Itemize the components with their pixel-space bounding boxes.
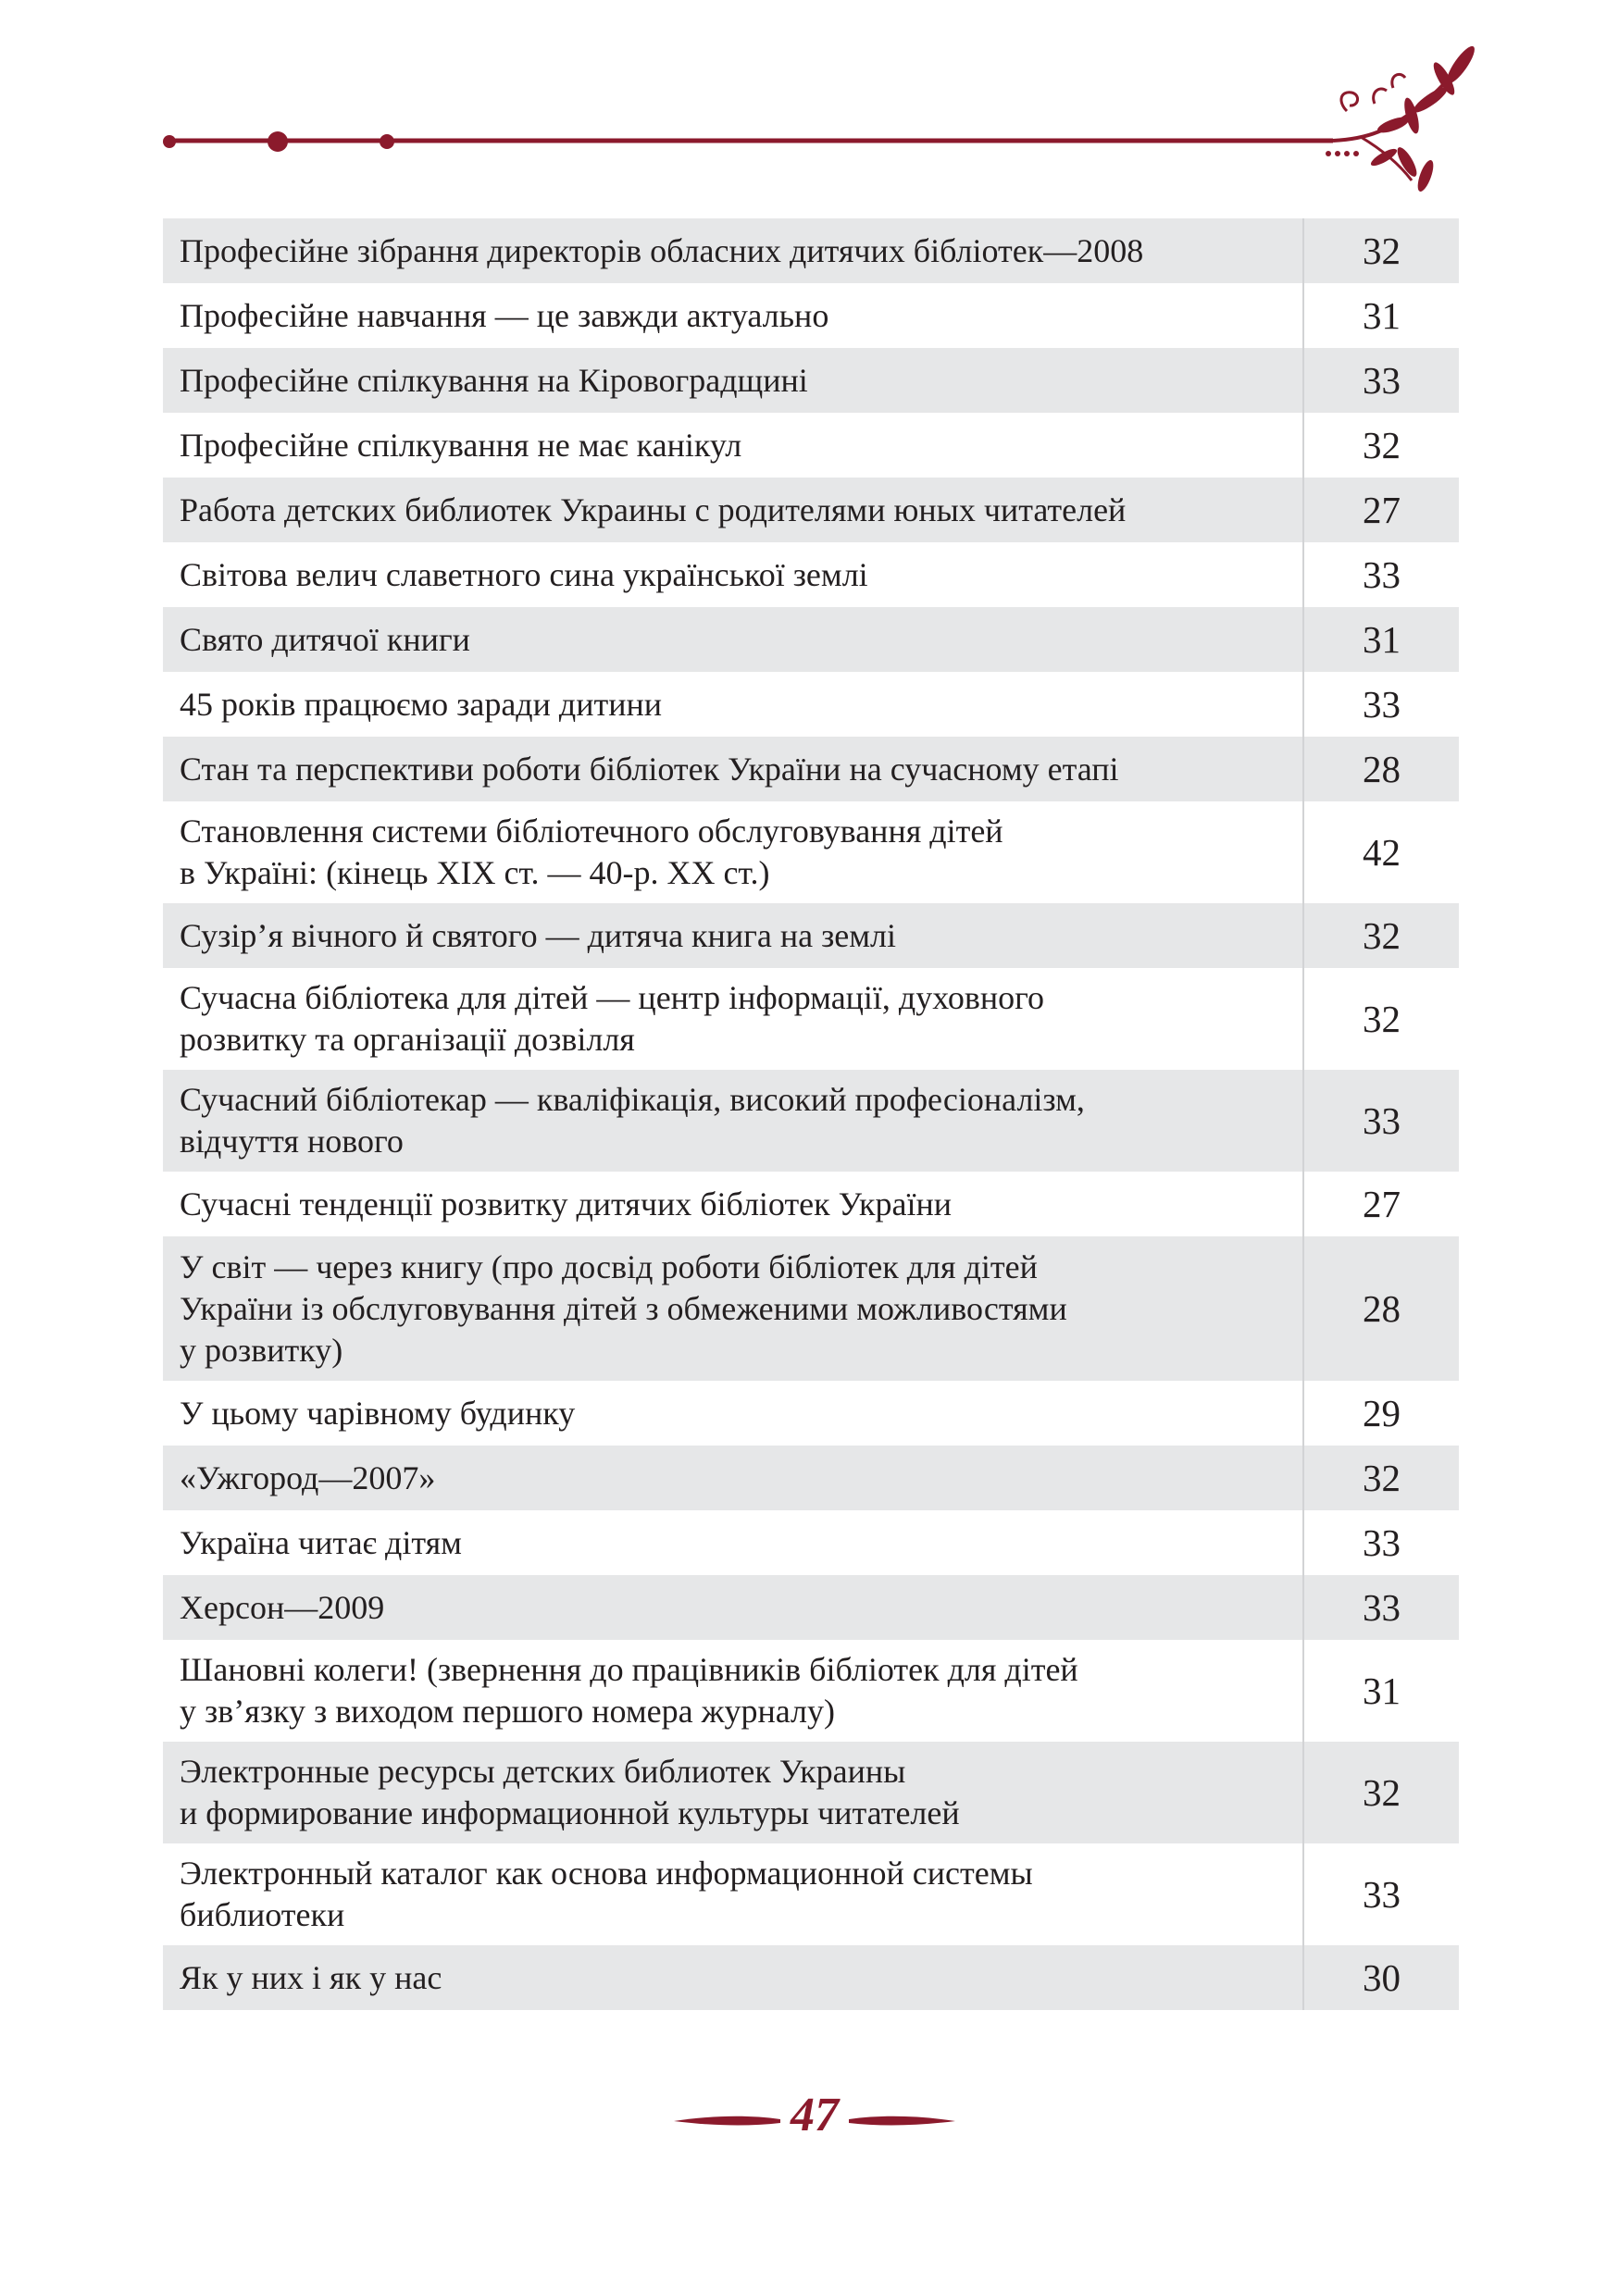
index-entry-page: 31 <box>1363 1669 1401 1712</box>
index-row <box>163 1236 1459 1381</box>
index-entry-page: 42 <box>1363 831 1401 874</box>
index-entry-title-line: Шановні колеги! (звернення до працівників бібліотек для дітей <box>180 1651 1078 1688</box>
index-entry-page: 33 <box>1363 1521 1401 1564</box>
index-entry-title <box>163 1381 1303 1446</box>
index-entry-title-line: Работа детских библиотек Украины с родителями юных читателей <box>180 490 1127 528</box>
index-entry-title <box>163 218 1303 283</box>
page-number: 47 <box>791 2089 839 2141</box>
index-entry-title-line: Як у них і як у нас <box>180 1958 442 1996</box>
index-entry-page: 33 <box>1303 348 1459 413</box>
index-entry-title-line: Професійне зібрання директорів обласних дитячих бібліотек—2008 <box>180 231 1144 269</box>
index-entry-title <box>163 1843 1303 1945</box>
index-entry-title <box>163 1575 1303 1640</box>
index-entry-title-line: Україна читає дітям <box>180 1523 462 1561</box>
index-entry-title <box>163 413 1303 478</box>
index-entry-page: 33 <box>1303 1070 1459 1172</box>
index-entry-title-line: у розвитку) <box>180 1331 343 1369</box>
index-row <box>163 1640 1459 1742</box>
index-entry-title <box>163 801 1303 903</box>
index-row <box>163 737 1459 801</box>
index-entry-page: 29 <box>1363 1392 1401 1434</box>
index-entry-title <box>163 737 1303 801</box>
index-entry-title-line: Сучасні тенденції розвитку дитячих бібліотек України <box>180 1185 952 1222</box>
header-rule <box>163 131 1333 152</box>
index-entry-title-line: Професійне спілкування на Кіровоградщині <box>180 361 808 399</box>
index-row <box>163 1381 1459 1446</box>
index-row <box>163 1070 1459 1172</box>
index-entry-title-line: в Україні: (кінець ХІХ ст. — 40-р. ХХ ст.) <box>180 854 770 891</box>
index-row <box>163 903 1459 968</box>
index-entry-title <box>163 1945 1303 2010</box>
index-entry-title-line: Электронные ресурсы детских библиотек Украины <box>180 1753 906 1790</box>
index-entry-title-line: Свято дитячої книги <box>180 620 470 658</box>
index-entry-page: 32 <box>1363 998 1401 1040</box>
header-ornament <box>0 0 1619 204</box>
index-entry-title <box>163 1446 1303 1510</box>
index-entry-title <box>163 283 1303 348</box>
index-entry-title-line: «Ужгород—2007» <box>180 1458 436 1496</box>
index-entry-page: 33 <box>1303 1575 1459 1640</box>
index-row <box>163 1575 1459 1640</box>
index-entry-title-line: відчуття нового <box>180 1123 404 1160</box>
index-entry-title <box>163 1172 1303 1236</box>
index-entry-title <box>163 903 1303 968</box>
index-row <box>163 218 1459 283</box>
index-row <box>163 801 1459 903</box>
index-entry-title-line: Професійне навчання — це завжди актуально <box>180 296 829 334</box>
index-table <box>163 218 1459 2010</box>
index-entry-page: 28 <box>1303 1236 1459 1381</box>
index-entry-page: 32 <box>1303 903 1459 968</box>
index-entry-title-line: Сузір’я вічного й святого — дитяча книга на землі <box>180 916 897 954</box>
index-entry-title-line: Электронный каталог как основа информационной системы <box>180 1855 1033 1892</box>
index-row <box>163 1843 1459 1945</box>
index-entry-title-line: У цьому чарівному будинку <box>180 1394 576 1432</box>
index-entry-title-line: Світова велич славетного сина української землі <box>180 555 868 593</box>
index-entry-title-line: Професійне спілкування не має канікул <box>180 426 742 464</box>
index-entry-title-line: У світ — через книгу (про досвід роботи бібліотек для дітей <box>180 1247 1038 1285</box>
index-entry-title-line: у зв’язку з виходом першого номера журналу) <box>180 1693 835 1730</box>
index-row <box>163 348 1459 413</box>
index-entry-title <box>163 542 1303 607</box>
index-entry-title-line: библиотеки <box>180 1896 345 1933</box>
index-entry-page: 33 <box>1363 683 1401 726</box>
index-row <box>163 1172 1459 1236</box>
index-entry-title-line: Становлення системи бібліотечного обслуговування дітей <box>180 813 1003 850</box>
index-entry-title-line: України із обслуговування дітей з обмеженими можливостями <box>180 1289 1067 1327</box>
index-row <box>163 283 1459 348</box>
index-entry-title-line: Сучасний бібліотекар — кваліфікація, високий професіоналізм, <box>180 1081 1085 1118</box>
index-row <box>163 1510 1459 1575</box>
index-entry-title <box>163 1070 1303 1172</box>
index-row <box>163 968 1459 1070</box>
index-entry-title-line: 45 років працюємо заради дитини <box>180 685 662 723</box>
index-entry-page: 28 <box>1303 737 1459 801</box>
index-entry-title <box>163 607 1303 672</box>
index-entry-page: 33 <box>1363 553 1401 596</box>
index-entry-title <box>163 348 1303 413</box>
index-entry-title <box>163 672 1303 737</box>
index-row <box>163 607 1459 672</box>
index-row <box>163 1742 1459 1843</box>
index-row <box>163 542 1459 607</box>
index-entry-title <box>163 1236 1303 1381</box>
index-entry-page: 31 <box>1303 607 1459 672</box>
index-entry-title <box>163 1510 1303 1575</box>
index-entry-title <box>163 1742 1303 1843</box>
index-row <box>163 1446 1459 1510</box>
index-entry-title-line: розвитку та організації дозвілля <box>180 1021 635 1058</box>
index-entry-title-line: Стан та перспективи роботи бібліотек України на сучасному етапі <box>180 750 1119 788</box>
index-entry-title-line: и формирование информационной культуры читателей <box>180 1794 960 1831</box>
index-entry-page: 27 <box>1363 1183 1401 1225</box>
index-entry-page: 33 <box>1363 1873 1401 1916</box>
index-entry-title <box>163 968 1303 1070</box>
index-entry-page: 32 <box>1303 1446 1459 1510</box>
index-entry-page: 30 <box>1303 1945 1459 2010</box>
branch-with-leaves-icon <box>1326 43 1478 193</box>
index-entry-title <box>163 1640 1303 1742</box>
index-entry-page: 32 <box>1303 218 1459 283</box>
index-entry-title <box>163 478 1303 542</box>
index-entry-page: 31 <box>1363 294 1401 337</box>
index-entry-page: 27 <box>1303 478 1459 542</box>
index-row <box>163 672 1459 737</box>
index-entry-page: 32 <box>1363 424 1401 466</box>
index-row <box>163 478 1459 542</box>
index-row <box>163 413 1459 478</box>
index-body <box>163 218 1459 2010</box>
index-entry-title-line: Сучасна бібліотека для дітей — центр інформації, духовного <box>180 979 1045 1016</box>
index-entry-title-line: Херсон—2009 <box>180 1588 385 1626</box>
index-entry-page: 32 <box>1303 1742 1459 1843</box>
index-row <box>163 1945 1459 2010</box>
